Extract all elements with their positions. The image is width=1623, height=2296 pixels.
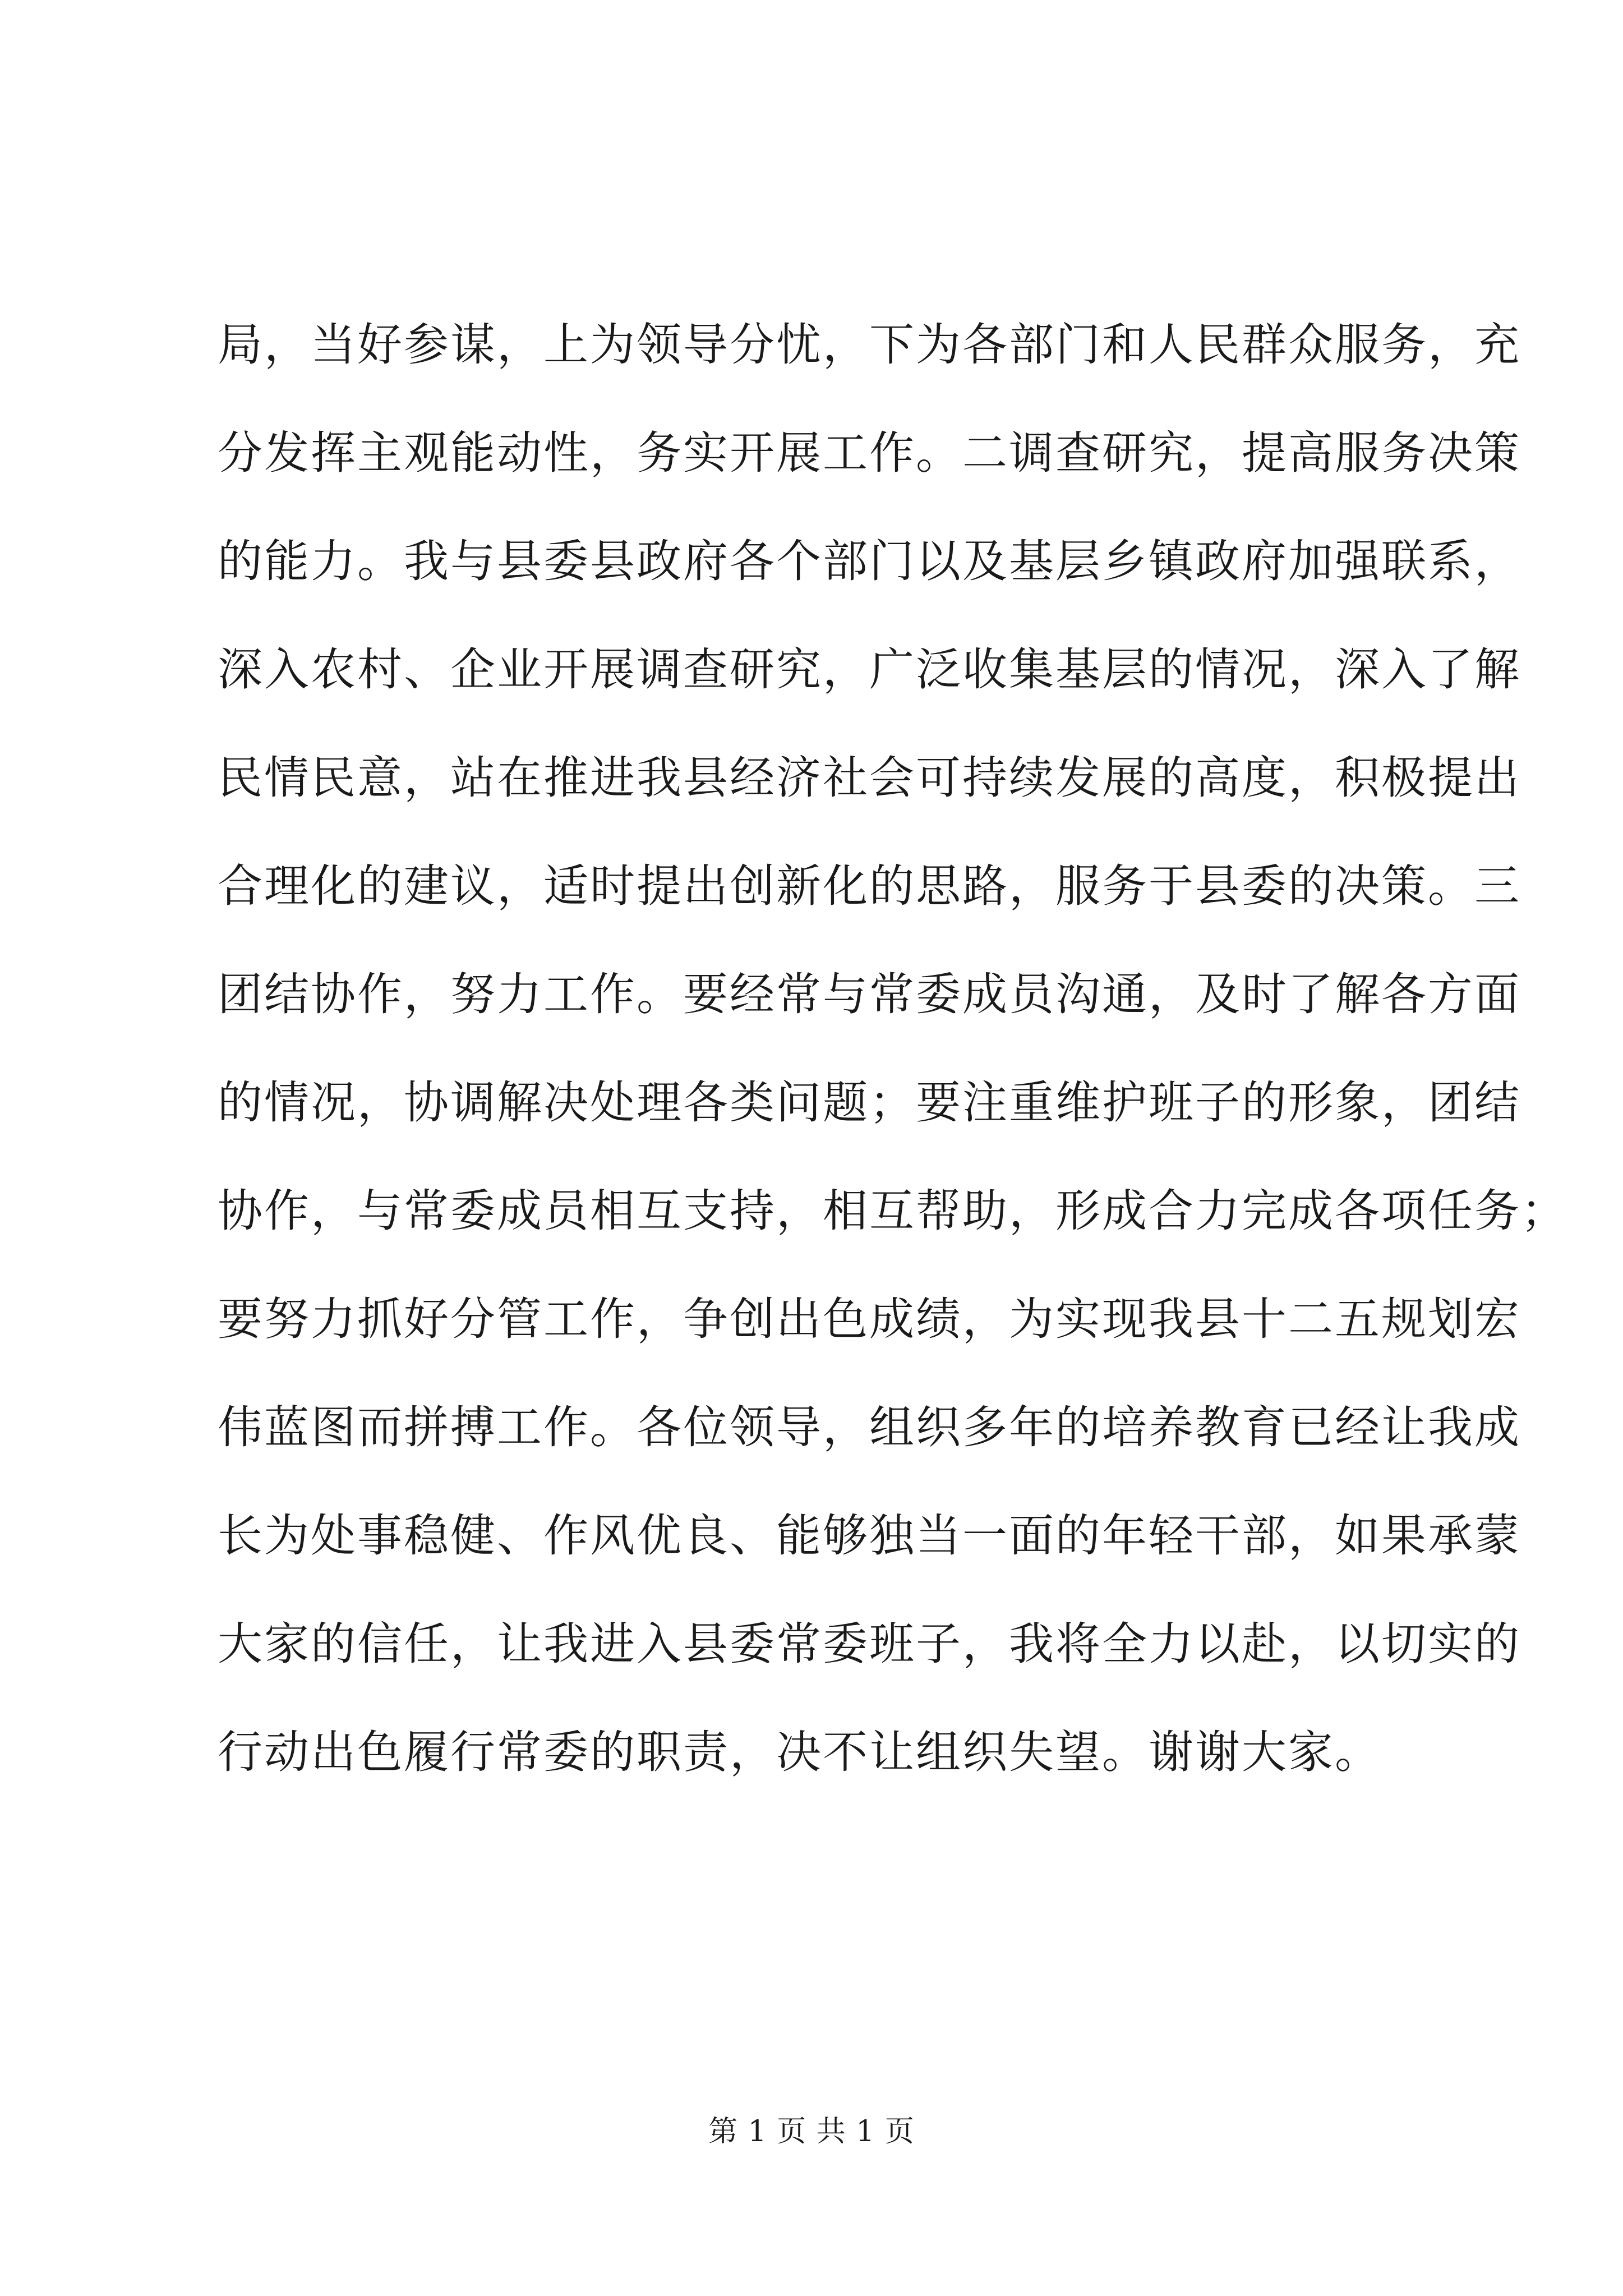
text-line: 深入农村、企业开展调查研究，广泛收集基层的情况，深入了解 xyxy=(218,643,1521,696)
text-line: 局，当好参谋，上为领导分忧，下为各部门和人民群众服务，充 xyxy=(218,319,1521,371)
text-line: 民情民意，站在推进我县经济社会可持续发展的高度，积极提出 xyxy=(218,752,1521,804)
text-line: 的能力。我与县委县政府各个部门以及基层乡镇政府加强联系， xyxy=(218,535,1521,587)
body-text xyxy=(218,291,1567,1806)
text-line: 大家的信任，让我进入县委常委班子，我将全力以赴，以切实的 xyxy=(218,1618,1521,1670)
text-line: 行动出色履行常委的职责，决不让组织失望。谢谢大家。 xyxy=(218,1726,1381,1778)
text-line: 协作，与常委成员相互支持，相互帮助，形成合力完成各项任务； xyxy=(218,1185,1567,1237)
text-line: 合理化的建议，适时提出创新化的思路，服务于县委的决策。三 xyxy=(218,860,1521,912)
text-line: 分发挥主观能动性，务实开展工作。二调查研究，提高服务决策 xyxy=(218,427,1521,479)
text-line: 长为处事稳健、作风优良、能够独当一面的年轻干部，如果承蒙 xyxy=(218,1510,1521,1562)
text-line: 的情况，协调解决处理各类问题；要注重维护班子的形象，团结 xyxy=(218,1076,1521,1129)
text-line: 团结协作，努力工作。要经常与常委成员沟通，及时了解各方面 xyxy=(218,968,1521,1020)
page-number-footer: 第 1 页 共 1 页 xyxy=(708,2115,915,2148)
text-line: 伟蓝图而拼搏工作。各位领导，组织多年的培养教育已经让我成 xyxy=(218,1401,1521,1453)
text-line: 要努力抓好分管工作，争创出色成绩，为实现我县十二五规划宏 xyxy=(218,1293,1521,1345)
